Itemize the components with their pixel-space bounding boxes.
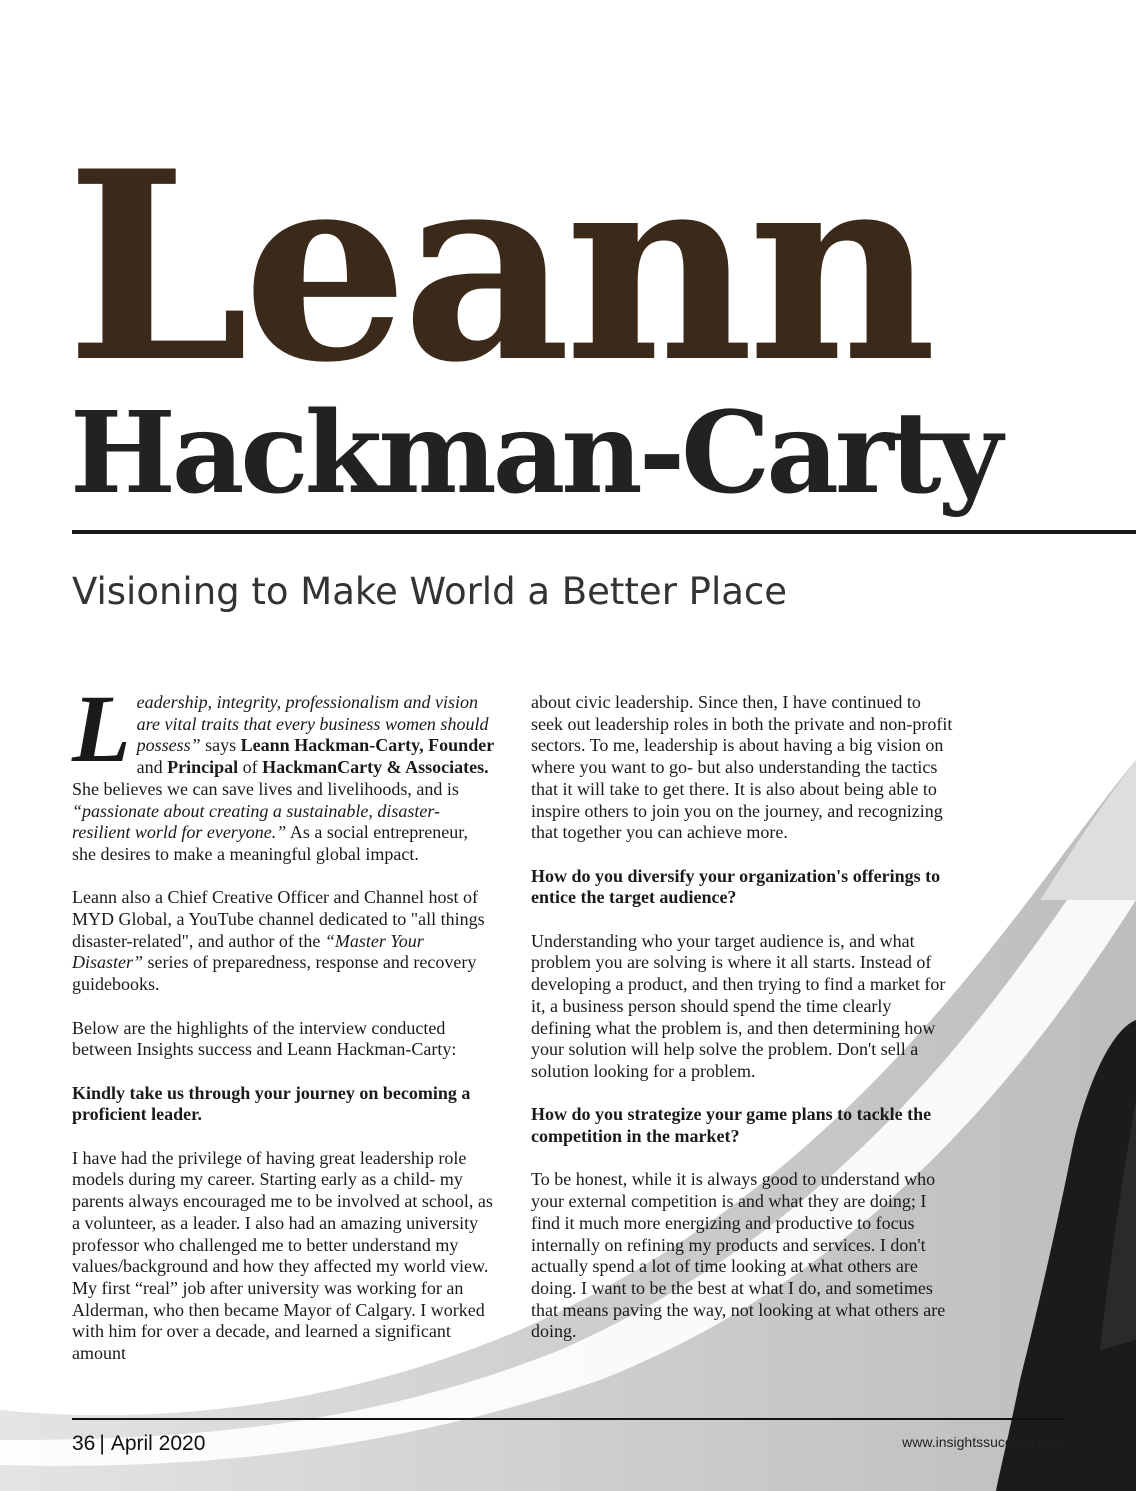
person-name: Leann Hackman-Carty, Founder <box>240 735 495 756</box>
answer-1-part-2: about civic leadership. Since then, I have continued to seek out leadership roles in both the private and non-profit sectors. To me, leadership is about having a big vision on where you want to go- but also understanding the tactics that it will take to get there. It is also about being able to inspire others to join you on the journey, and recognizing that together you can achieve more. <box>531 692 953 843</box>
question-2: How do you diversify your organization's offerings to entice the target audience? <box>531 865 941 908</box>
drop-cap: L <box>72 675 131 782</box>
article-column-left <box>72 675 496 1386</box>
footer-separator: | <box>99 1432 105 1455</box>
question-1: Kindly take us through your journey on becoming a proficient leader. <box>72 1082 471 1125</box>
page-number: 36 <box>72 1432 96 1455</box>
answer-3: To be honest, while it is always good to understand who your external competition is and what they are doing; I find it much more energizing and productive to focus internally on refining my products and services. I don't actually spend a lot of time looking at what others are doing. I want to be the best at what I do, and sometimes that means paving the way, not looking at what others are doing. <box>531 1169 946 1342</box>
company-name: HackmanCarty & Associates. <box>262 757 489 778</box>
article-column-right <box>531 692 955 1365</box>
question-3: How do you strategize your game plans to tackle the competition in the market? <box>531 1104 932 1147</box>
title-first-name: Leann <box>66 115 931 420</box>
title-divider <box>72 530 1136 534</box>
intro-quote: eadership, integrity, professionalism and vision are vital traits that every business women should possess” <box>136 692 489 756</box>
title-last-name: Hackman-Carty <box>70 388 999 519</box>
passion-quote: “passionate about creating a sustainable, disaster-resilient world for everyone.” <box>72 800 440 843</box>
footer-page-info <box>72 1430 205 1458</box>
footer-divider <box>72 1418 1066 1420</box>
person-role: Principal <box>167 757 239 778</box>
book-title: “Master Your Disaster” <box>72 930 424 973</box>
article-subtitle: Visioning to Make World a Better Place <box>72 570 788 613</box>
issue-date: April 2020 <box>110 1432 206 1455</box>
paragraph-3: Below are the highlights of the interview conducted between Insights success and Leann Hackman-Carty: <box>72 1017 457 1060</box>
paragraph-2: Leann also a Chief Creative Officer and Channel host of MYD Global, a YouTube channel dedicated to "all things disaster-related", and author of the “Master Your Disaster” series of preparedness, response and recovery guidebooks. <box>72 887 485 995</box>
answer-2: Understanding who your target audience is, and what problem you are solving is where it all starts. Instead of developing a product, and then trying to find a market for it, a business person should spend the time clearly defining what the problem is, and then determining how your solution will help solve the problem. Don't sell a solution looking for a problem. <box>531 930 946 1081</box>
answer-1-part-1: I have had the privilege of having great leadership role models during my career. Starting early as a child- my parents always encouraged me to be involved at school, as a volunteer, as a leader. I also had an amazing university professor who challenged me to better understand my values/background and how they affected my world view. My first “real” job after university was working for an Alderman, who then became Mayor of Calgary. I worked with him for over a decade, and learned a significant amount <box>72 1147 493 1364</box>
footer-website: www.insightssuccess.com <box>902 1434 1064 1450</box>
intro-paragraph: Leadership, integrity, professionalism and vision are vital traits that every business women should possess” says Leann Hackman-Carty, Founder and Principal of HackmanCarty & Associates. She believes we can save lives and livelihoods, and is “passionate about creating a sustainable, disaster-resilient world for everyone.” As a social entrepreneur, she desires to make a meaningful global impact. <box>72 675 495 864</box>
